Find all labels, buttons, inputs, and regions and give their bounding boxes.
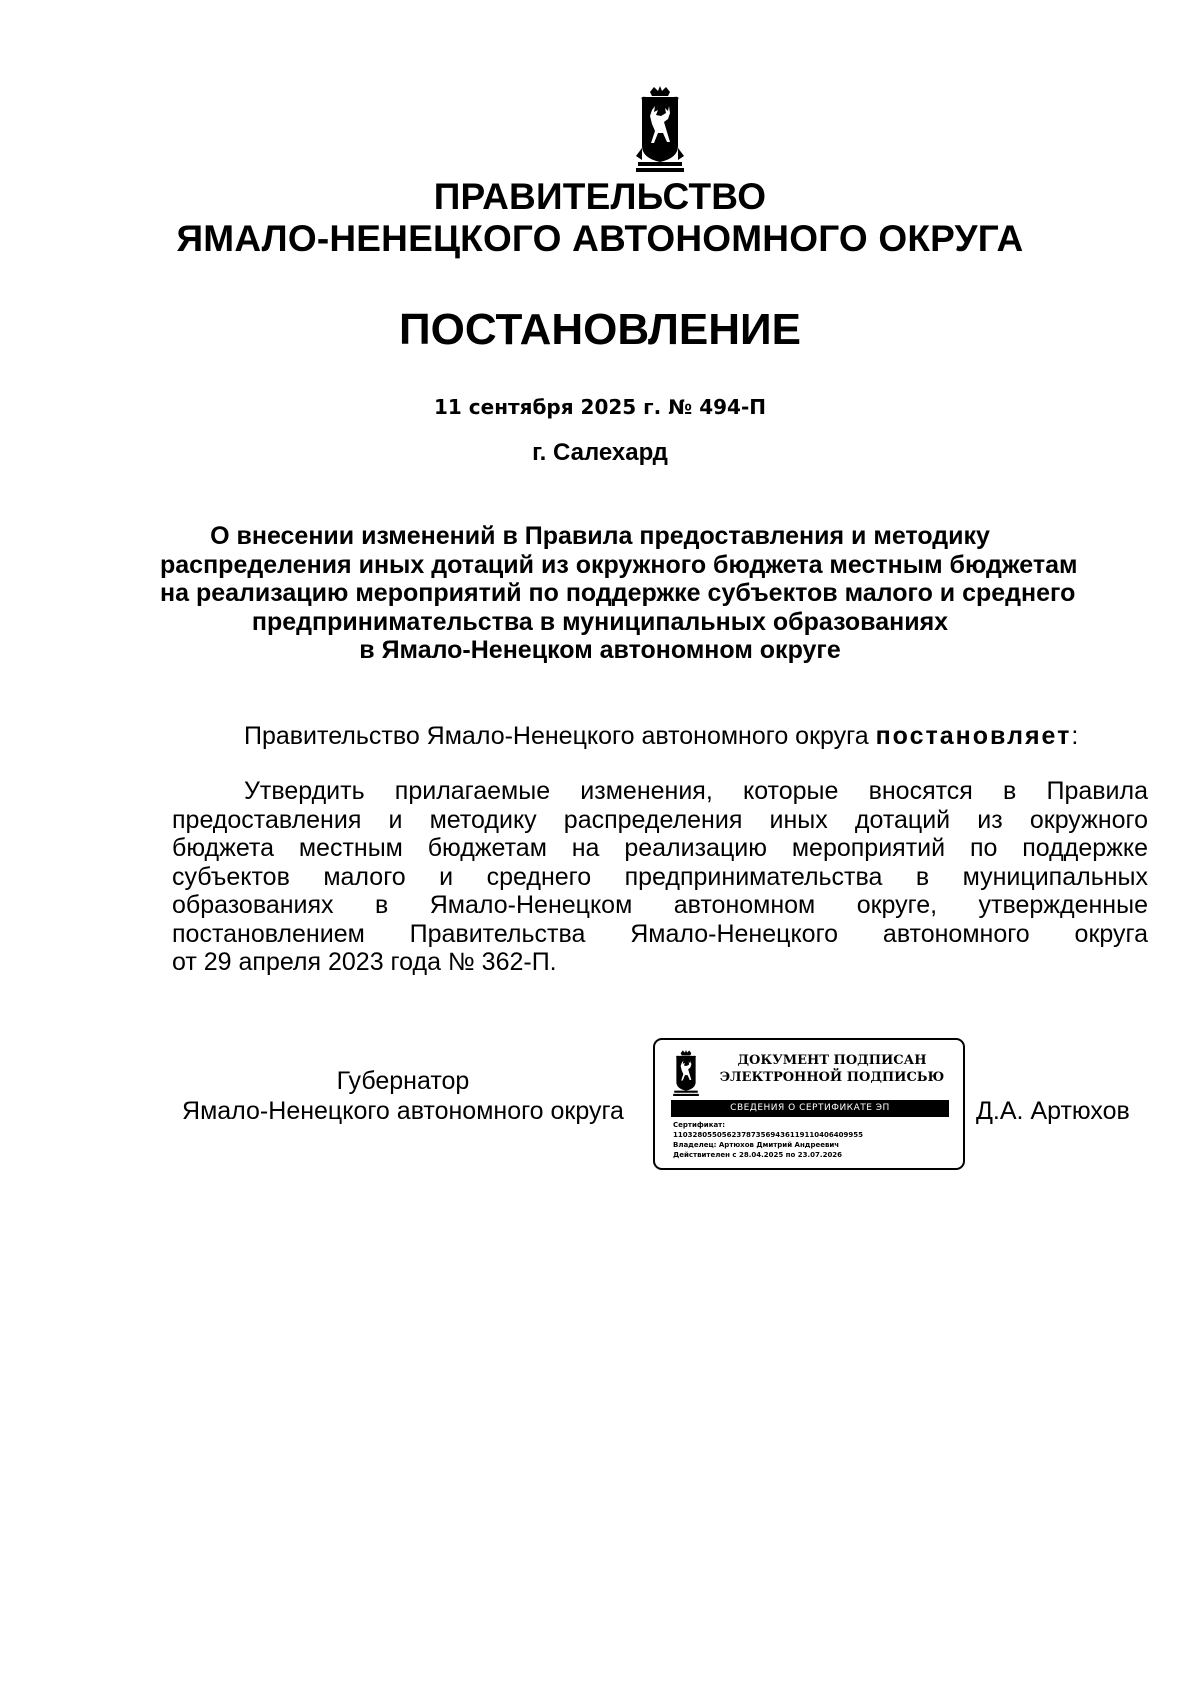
subject-line: на реализацию мероприятий по поддержке субъектов малого и среднего (160, 579, 1076, 607)
stamp-certificate-bar: СВЕДЕНИЯ О СЕРТИФИКАТЕ ЭП (671, 1100, 949, 1117)
coat-of-arms-icon (636, 86, 684, 172)
stamp-certificate-info (673, 1120, 953, 1160)
body-line: бюджета местным бюджетам на реализацию мероприятий по поддержке (172, 834, 1148, 862)
stamp-cert-value: 110328055056237873569436119110406409955 (673, 1131, 863, 1139)
stamp-owner: Владелец: Артюхов Дмитрий Андреевич (673, 1141, 840, 1149)
government-title-line2: ЯМАЛО-НЕНЕЦКОГО АВТОНОМНОГО ОКРУГА (176, 218, 1024, 259)
stamp-validity: Действителен с 28.04.2025 по 23.07.2026 (673, 1151, 843, 1159)
electronic-signature-stamp (653, 1038, 965, 1170)
subject-line: предпринимательства в муниципальных образованиях (251, 607, 949, 636)
coat-of-arms-icon (673, 1050, 699, 1096)
document-city: г. Салехард (532, 439, 668, 466)
subject-line: О внесении изменений в Правила предоставления и методику (210, 522, 990, 550)
preamble-emphasis: постановляет (875, 722, 1072, 750)
document-subject (160, 522, 1078, 665)
stamp-cert-label: Сертификат: (673, 1121, 726, 1129)
stamp-heading (707, 1052, 957, 1086)
body-line: Утвердить прилагаемые изменения, которые вносятся в Правила (244, 777, 1148, 805)
signer-position (172, 1066, 634, 1126)
stamp-heading-line1: ДОКУМЕНТ ПОДПИСАН (737, 1053, 927, 1068)
subject-line: распределения иных дотаций из окружного бюджета местным бюджетам (160, 550, 1078, 579)
signer-position-line2: Ямало-Ненецкого автономного округа (182, 1097, 624, 1125)
stamp-heading-line2: ЭЛЕКТРОННОЙ ПОДПИСЬЮ (719, 1070, 945, 1085)
preamble-text: Правительство Ямало-Ненецкого автономного округа (244, 722, 876, 750)
resolution-body (172, 777, 1148, 977)
body-line: постановлением Правительства Ямало-Ненецкого автономного округа (172, 919, 1148, 948)
signer-position-line1: Губернатор (336, 1067, 470, 1095)
government-title-line1: ПРАВИТЕЛЬСТВО (433, 176, 767, 217)
resolution-preamble (172, 722, 1148, 751)
body-line: от 29 апреля 2023 года № 362-П. (172, 948, 557, 976)
body-line: образованиях в Ямало-Ненецком автономном округе, утвержденные (172, 891, 1148, 919)
document-date-number: 11 сентября 2025 г. № 494-П (433, 395, 766, 419)
document-kind-title: ПОСТАНОВЛЕНИЕ (398, 305, 802, 354)
signer-name: Д.А. Артюхов (976, 1097, 1130, 1125)
preamble-colon: : (1071, 722, 1079, 750)
body-line: предоставления и методику распределения иных дотаций из окружного (172, 805, 1148, 834)
subject-line: в Ямало-Ненецком автономном округе (359, 636, 841, 664)
body-line: субъектов малого и среднего предпринимательства в муниципальных (172, 862, 1148, 891)
